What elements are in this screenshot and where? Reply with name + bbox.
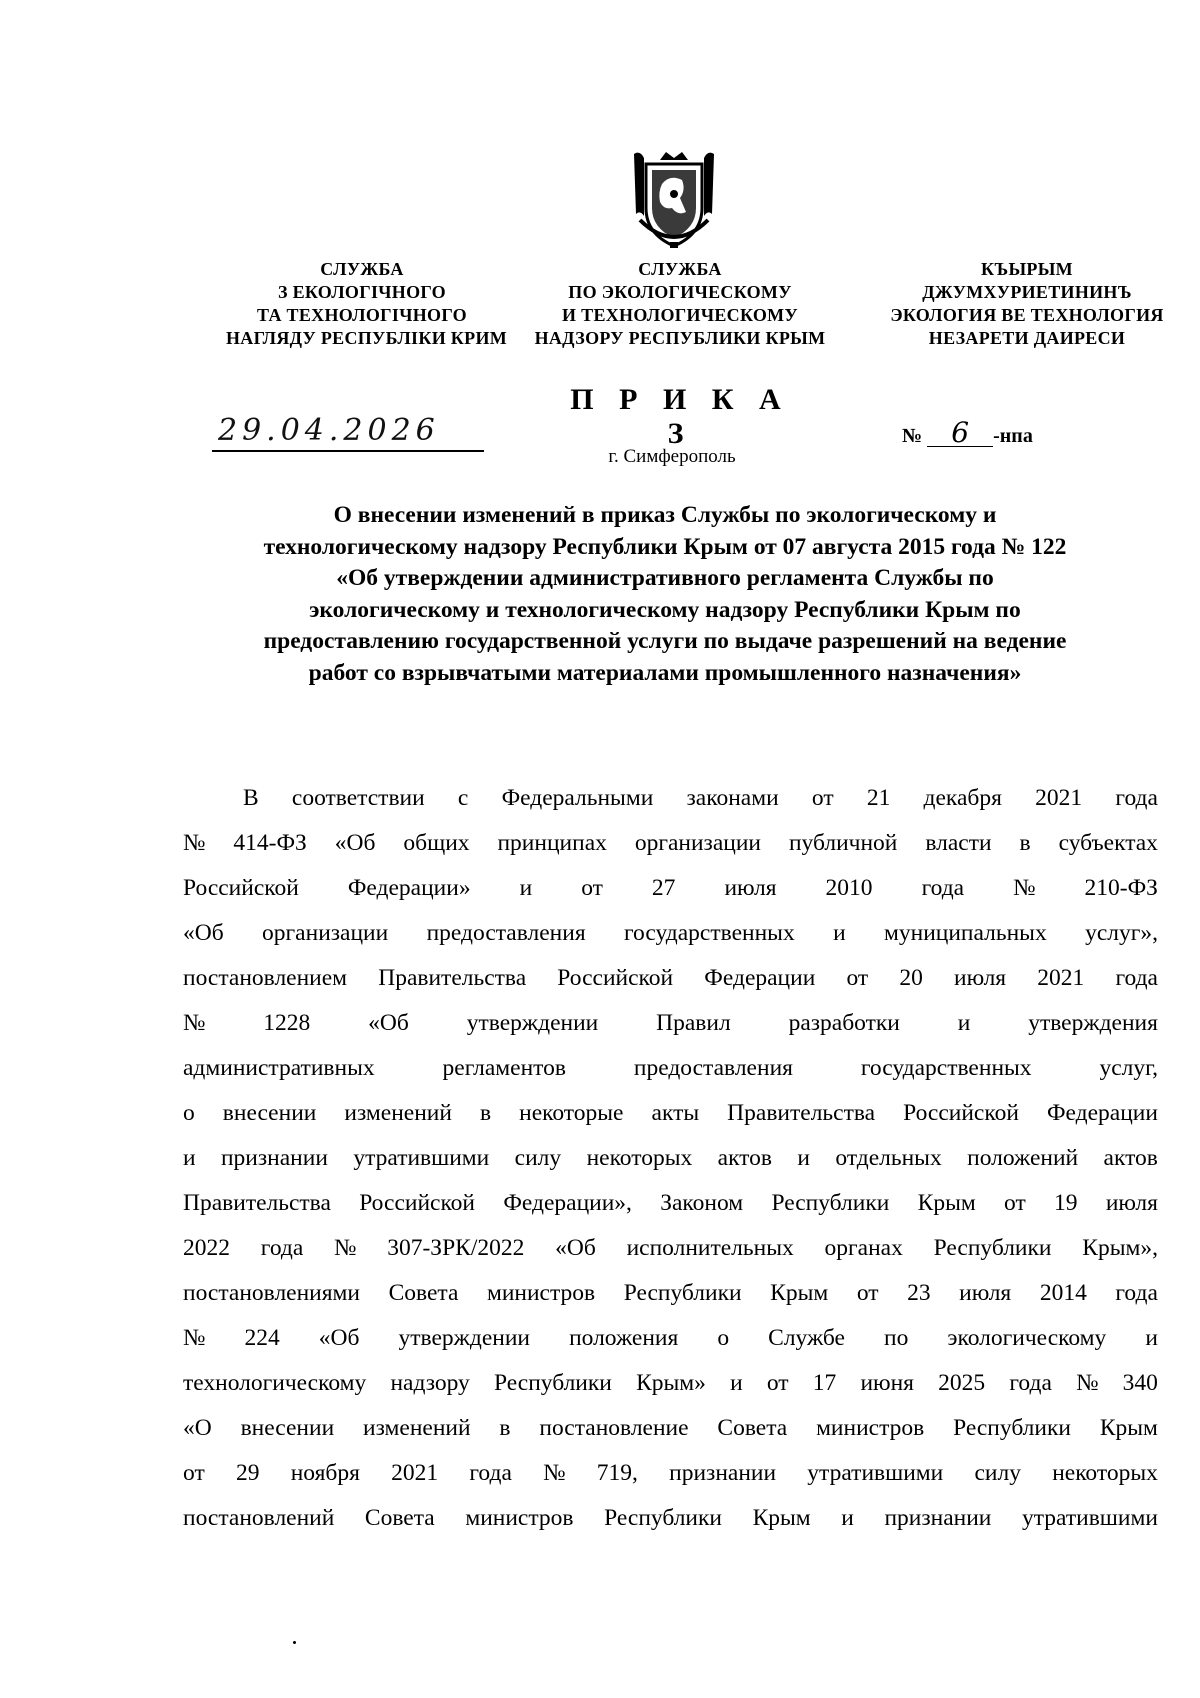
body-word: министров (465, 1505, 574, 1531)
body-word: № (1013, 875, 1036, 901)
body-line (183, 821, 1158, 866)
body-word: актов (717, 1145, 772, 1171)
body-word: Республики (771, 1190, 890, 1216)
body-line (183, 1496, 1158, 1541)
body-word: года (1115, 965, 1158, 991)
body-word: признании (884, 1505, 992, 1531)
body-word: постановлений (183, 1505, 335, 1531)
body-word: государственных (624, 920, 795, 946)
body-word: Правительства (727, 1100, 876, 1126)
body-word: Федерации (704, 965, 816, 991)
org-line: З ЕКОЛОГІЧНОГО (277, 282, 446, 302)
body-word: № (543, 1460, 566, 1486)
title-line: предоставлению государственной услуги по выдаче разрешений на ведение (263, 628, 1067, 654)
org-line: ДЖУМХУРИЕТИНИНЪ (922, 282, 1132, 302)
scan-speck (293, 1641, 296, 1644)
body-line (183, 1091, 1158, 1136)
body-word: Правительства (183, 1190, 331, 1216)
body-word: «О (183, 1415, 212, 1441)
body-word: изменений (363, 1415, 471, 1441)
body-word: июня (860, 1370, 914, 1396)
body-word: Российской (903, 1100, 1019, 1126)
document-date: 29.04.2026 (218, 413, 440, 448)
body-word: Российской (359, 1190, 476, 1216)
body-word: некоторые (519, 1100, 624, 1126)
body-word: 23 (907, 1280, 931, 1306)
body-line (183, 866, 1158, 911)
body-word: и (519, 875, 533, 901)
body-word: регламентов (442, 1055, 566, 1081)
body-line (183, 1136, 1158, 1181)
body-line (183, 1046, 1158, 1091)
body-word: года (1009, 1370, 1052, 1396)
body-word: Российской (557, 965, 674, 991)
body-word: № (1076, 1370, 1099, 1396)
body-word: внесении (222, 1100, 317, 1126)
body-word: от (183, 1460, 205, 1486)
body-word: 19 (1054, 1190, 1078, 1216)
body-word: о (183, 1100, 195, 1126)
body-word: 2025 (938, 1370, 986, 1396)
crimea-coat-of-arms-icon (630, 150, 718, 254)
body-word: Российской (183, 875, 299, 901)
body-word: Крым (752, 1505, 811, 1531)
body-word: и (833, 920, 846, 946)
body-word: 719, (596, 1460, 638, 1486)
document-title (180, 500, 1150, 689)
number-prefix: № (902, 425, 923, 447)
body-word: муниципальных (884, 920, 1047, 946)
document-body (183, 776, 1158, 1541)
body-word: 210-ФЗ (1084, 875, 1158, 901)
body-word: утратившими (807, 1460, 944, 1486)
body-word: В (243, 785, 259, 811)
body-word: Совета (717, 1415, 788, 1441)
body-word: Федерации» (347, 875, 471, 901)
body-word: и (841, 1505, 854, 1531)
body-word: от (846, 965, 869, 991)
body-word: и (957, 1010, 971, 1036)
body-word: и (730, 1370, 743, 1396)
body-word: министров (816, 1415, 925, 1441)
body-word: Службе (768, 1325, 845, 1351)
body-word: экологическому (947, 1325, 1107, 1351)
body-word: от (811, 785, 834, 811)
body-word: 2021 (391, 1460, 439, 1486)
body-word: власти (925, 830, 992, 856)
body-line (183, 1271, 1158, 1316)
body-word: административных (183, 1055, 375, 1081)
org-line: НЕЗАРЕТИ ДАИРЕСИ (928, 328, 1126, 348)
body-word: соответствии (291, 785, 425, 811)
body-word: Федерации», (503, 1190, 632, 1216)
body-word: «Об (183, 920, 224, 946)
body-word: с (457, 785, 469, 811)
org-line: НАДЗОРУ РЕСПУБЛИКИ КРЫМ (534, 328, 826, 348)
body-word: ноября (290, 1460, 360, 1486)
body-word: силу (514, 1145, 562, 1171)
body-word: изменений (344, 1100, 452, 1126)
org-name-russian (518, 258, 842, 350)
body-word: 2022 (183, 1235, 230, 1261)
body-word: от (856, 1280, 879, 1306)
title-line: экологическому и технологическому надзору Республики Крым по (309, 596, 1021, 623)
title-line: работ со взрывчатыми материалами промышленного назначения» (308, 659, 1022, 686)
body-word: Крым», (1082, 1235, 1158, 1261)
body-word: 2021 (1035, 785, 1083, 811)
body-word: предоставления (426, 920, 586, 946)
body-word: Совета (388, 1280, 459, 1306)
body-word: декабря (923, 785, 1002, 811)
org-line: ЭКОЛОГИЯ ВЕ ТЕХНОЛОГИЯ (890, 305, 1164, 325)
body-word: Крым (1099, 1415, 1158, 1441)
body-word: принципах (497, 830, 607, 856)
body-word: в (1019, 830, 1031, 856)
body-word: актов (1103, 1145, 1158, 1171)
body-word: года (469, 1460, 512, 1486)
title-line: технологическому надзору Республики Крым от 07 августа 2015 года № 122 (263, 533, 1067, 560)
body-word: «Об (334, 830, 376, 856)
body-word: утверждении (398, 1325, 531, 1351)
body-word: № (183, 1325, 206, 1351)
org-line: НАГЛЯДУ РЕСПУБЛІКИ КРИМ (226, 328, 508, 348)
body-word: в (480, 1100, 492, 1126)
body-word: признании (220, 1145, 328, 1171)
body-line (183, 1451, 1158, 1496)
body-word: постановление (539, 1415, 689, 1441)
body-word: 2014 (1039, 1280, 1087, 1306)
body-word: Республики (493, 1370, 612, 1396)
body-word: года (1115, 785, 1158, 811)
body-word: 414-ФЗ (233, 830, 307, 856)
body-word: Совета (364, 1505, 435, 1531)
body-word: июля (724, 875, 777, 901)
body-word: Республики (623, 1280, 742, 1306)
body-word: предоставления (633, 1055, 793, 1081)
body-word: года (260, 1235, 304, 1261)
body-word: постановлениями (183, 1280, 361, 1306)
body-word: по (884, 1325, 909, 1351)
body-word: и (797, 1145, 810, 1171)
body-word: утверждения (1028, 1010, 1158, 1036)
body-word: 29 (235, 1460, 260, 1486)
body-word: органах (824, 1235, 903, 1261)
body-word: 20 (899, 965, 923, 991)
body-word: № (183, 830, 206, 856)
body-word: Республики (604, 1505, 722, 1531)
body-word: 17 (812, 1370, 837, 1396)
body-word: «Об (555, 1235, 596, 1261)
body-word: Крым» (636, 1370, 706, 1396)
title-line: «Об утверждении административного регламента Службы по (336, 565, 994, 591)
body-line (183, 1226, 1158, 1271)
body-word: Республики (933, 1235, 1052, 1261)
body-line (183, 1361, 1158, 1406)
body-word: постановлением (183, 965, 348, 991)
body-word: 27 (651, 875, 676, 901)
document-number (902, 416, 1033, 449)
body-word: внесении (240, 1415, 335, 1441)
body-word: июля (1105, 1190, 1158, 1216)
org-line: ПО ЭКОЛОГИЧЕСКОМУ (568, 282, 792, 302)
body-word: июля (954, 965, 1007, 991)
body-word: № (334, 1235, 357, 1261)
body-word: услуг, (1099, 1055, 1158, 1081)
org-line: ТА ТЕХНОЛОГІЧНОГО (257, 305, 467, 325)
body-word: года (1115, 1280, 1158, 1306)
body-word: законами (686, 785, 779, 811)
body-word: 307-ЗРК/2022 (387, 1235, 525, 1261)
body-word: 21 (866, 785, 891, 811)
body-word: организации (634, 830, 761, 856)
body-word: июля (959, 1280, 1012, 1306)
body-word: Федеральными (501, 785, 654, 811)
body-word: технологическому (183, 1370, 367, 1396)
body-word: от (581, 875, 603, 901)
body-word: от (1004, 1190, 1026, 1216)
body-word: в (499, 1415, 511, 1441)
document-city: г. Симферополь (608, 446, 736, 467)
body-word: отдельных (835, 1145, 942, 1171)
body-word: 2021 (1037, 965, 1085, 991)
date-underline (212, 450, 484, 452)
body-word: утратившими (353, 1145, 490, 1171)
body-word: положения (569, 1325, 679, 1351)
body-line (183, 776, 1158, 821)
title-line: О внесении изменений в приказ Службы по экологическому и (333, 502, 997, 528)
body-word: надзору (390, 1370, 470, 1396)
body-word: «Об (368, 1010, 409, 1036)
body-word: разработки (788, 1010, 900, 1036)
body-word: «Об (318, 1325, 360, 1351)
body-word: 224 (244, 1325, 280, 1351)
body-word: организации (262, 920, 389, 946)
document-type: П Р И К А З (570, 383, 790, 450)
body-word: государственных (860, 1055, 1032, 1081)
body-word: утратившими (1021, 1505, 1158, 1531)
org-name-ukrainian (226, 258, 508, 350)
body-word: публичной (788, 830, 898, 856)
body-word: услуг», (1085, 920, 1158, 946)
body-line (183, 1406, 1158, 1451)
body-word: 340 (1122, 1370, 1158, 1396)
number-suffix: -нпа (993, 425, 1033, 447)
body-word: акты (651, 1100, 700, 1126)
body-word: исполнительных (626, 1235, 794, 1261)
body-line (183, 956, 1158, 1001)
body-line (183, 1181, 1158, 1226)
body-line (183, 1001, 1158, 1046)
body-word: субъектах (1058, 830, 1158, 856)
org-line: КЪЫРЫМ (981, 259, 1073, 279)
number-value: 6 (927, 420, 993, 447)
org-line: СЛУЖБА (320, 259, 404, 279)
body-word: 2010 (825, 875, 873, 901)
body-word: Республики (953, 1415, 1071, 1441)
body-word: 1228 (263, 1010, 311, 1036)
org-name-crimean-tatar (872, 258, 1182, 350)
body-line (183, 1316, 1158, 1361)
body-word: и (183, 1145, 196, 1171)
body-word: силу (974, 1460, 1021, 1486)
org-line: СЛУЖБА (638, 259, 722, 279)
body-word: № (183, 1010, 206, 1036)
org-line: И ТЕХНОЛОГИЧЕСКОМУ (562, 305, 798, 325)
body-word: года (921, 875, 965, 901)
body-word: и (1145, 1325, 1158, 1351)
body-word: о (717, 1325, 730, 1351)
body-word: от (766, 1370, 789, 1396)
body-word: некоторых (1052, 1460, 1158, 1486)
body-word: Крым (770, 1280, 829, 1306)
body-word: положений (967, 1145, 1079, 1171)
body-word: утверждении (466, 1010, 599, 1036)
body-word: Правительства (378, 965, 527, 991)
body-word: Федерации (1046, 1100, 1158, 1126)
body-word: министров (486, 1280, 596, 1306)
body-line (183, 911, 1158, 956)
body-word: Законом (660, 1190, 744, 1216)
body-word: некоторых (586, 1145, 693, 1171)
body-word: признании (669, 1460, 777, 1486)
body-word: Крым (917, 1190, 976, 1216)
body-word: общих (403, 830, 470, 856)
body-word: Правил (656, 1010, 731, 1036)
